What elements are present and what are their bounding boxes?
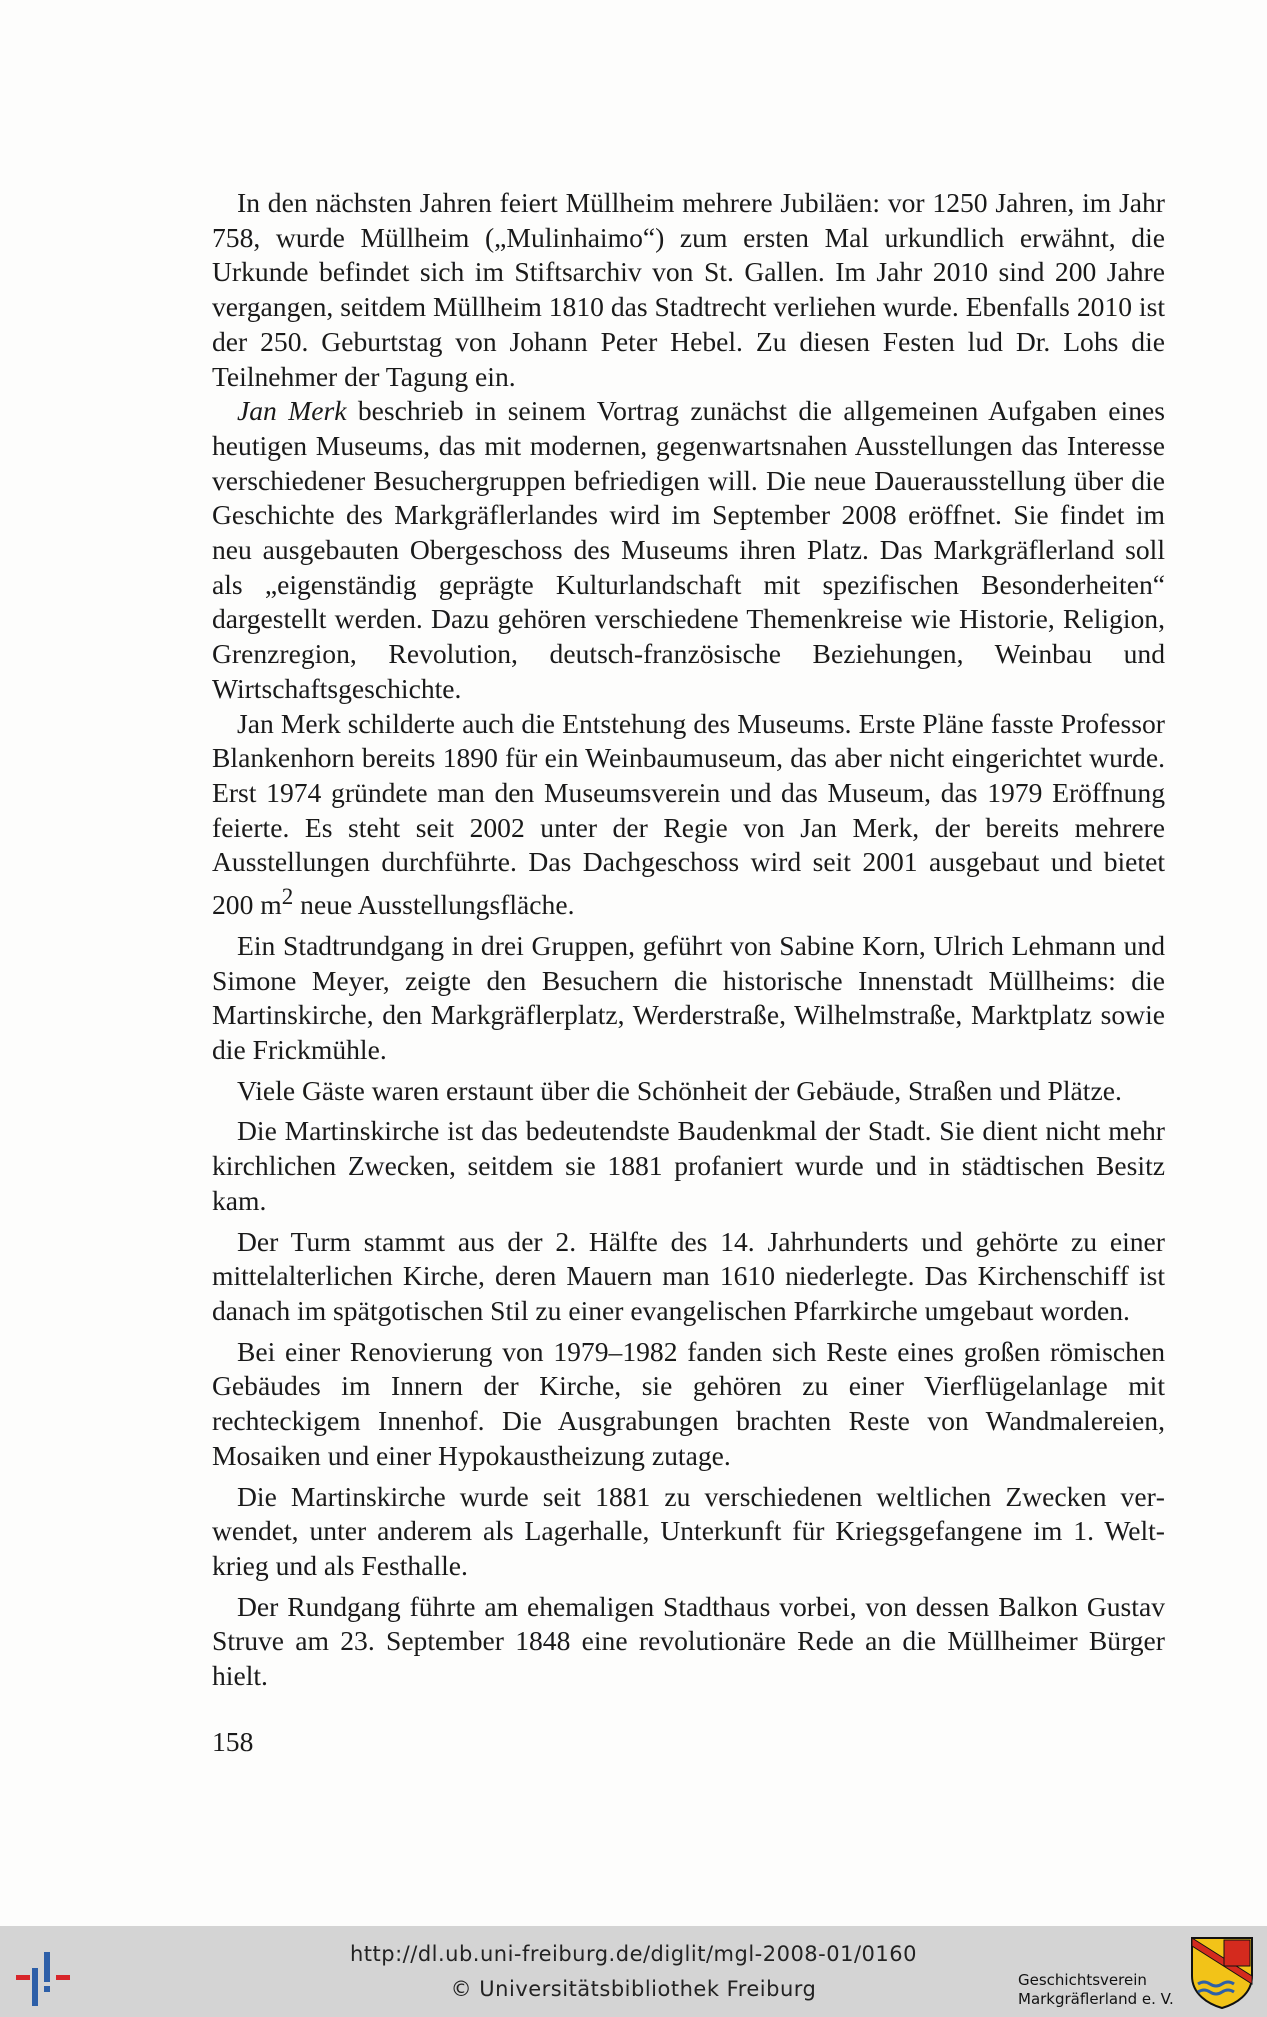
coat-of-arms-icon bbox=[1190, 1936, 1254, 2010]
paragraph bbox=[212, 1480, 1165, 1584]
paragraph bbox=[212, 1074, 1165, 1109]
text-segment: Jan Merk schilderte auch die Entstehung des Museums. Erste Pläne fasste Professor Blankenhorn bereits 1890 für ein Weinbaumuseum, das aber nicht eingerichtet wurde. Erst 1974 gründete man den Museumsverein und das Museum, das 1979 Eröffnung feierte. Es steht seit 2002 unter der Regie von Jan Merk, der bereits mehrere Ausstellungen durchführte. Das Dachgeschoss wird seit 2001 ausgebaut und bietet 200 m bbox=[212, 707, 1165, 921]
text-segment: beschrieb in seinem Vortrag zunächst die allgemeinen Aufgaben eines heutigen Museums, das mit modernen, gegenwartsnahen Ausstellungen das Interesse verschiedener Besuchergruppen befriedigen will. Die neue Dauerausstellung über die Geschichte des Markgräflerlandes wird im September 2008 eröffnet. Sie findet im neu ausgebauten Obergeschoss des Museums ihren Platz. Das Markgräflerland soll als „eigenständig geprägte Kulturlandschaft mit spezifischen Besonderheiten“ dargestellt werden. Dazu gehören verschiedene Themenkreise wie Historie, Religion, Grenzregion, Revolution, deutsch-französische Beziehungen, Weinbau und Wirtschaftsgeschichte. bbox=[212, 395, 1165, 704]
paragraph bbox=[212, 1114, 1165, 1218]
society-line-1: Geschichtsverein bbox=[1018, 1971, 1147, 1989]
source-url-link[interactable]: http://dl.ub.uni-freiburg.de/diglit/mgl-2008-01/0160 bbox=[349, 1942, 917, 1966]
paragraph bbox=[212, 1225, 1165, 1329]
text-segment: In den nächsten Jahren feiert Müllheim mehrere Jubiläen: vor 1250 Jahren, im Jahr 758, wurde Müllheim („Mulinhaimo“) zum ersten Mal urkundlich erwähnt, die Urkunde befindet sich im Stiftsarchiv von St. Gallen. Im Jahr 2010 sind 200 Jahre vergangen, seitdem Müllheim 1810 das Stadtrecht verliehen wurde. Ebenfalls 2010 ist der 250. Geburtstag von Johann Peter Hebel. Zu diesen Festen lud Dr. Lohs die Teilnehmer der Tagung ein. bbox=[212, 187, 1165, 392]
society-line-2: Markgräflerland e. V. bbox=[1018, 1990, 1174, 2008]
body-text bbox=[212, 186, 1165, 1694]
text-segment: Die Martinskirche wurde seit 1881 zu verschiedenen weltlichen Zwecken verwendet, unter anderem als Lagerhalle, Unterkunft für Kriegsgefangene im 1. Weltkrieg und als Festhalle. bbox=[212, 1480, 1165, 1581]
text-segment: Die Martinskirche ist das bedeutendste Baudenkmal der Stadt. Sie dient nicht mehr kirchlichen Zwecken, seitdem sie 1881 profaniert wurde und in städtischen Besitz kam. bbox=[212, 1115, 1165, 1216]
page-number: 158 bbox=[212, 1726, 254, 1757]
text-segment: Viele Gäste waren erstaunt über die Schönheit der Gebäude, Straßen und Plätze. bbox=[237, 1074, 1122, 1106]
superscript: 2 bbox=[281, 884, 294, 910]
paragraph bbox=[212, 1335, 1165, 1474]
paragraph bbox=[212, 186, 1165, 394]
text-segment: neue Ausstellungsfläche. bbox=[293, 889, 575, 921]
text-segment: Bei einer Renovierung von 1979–1982 fanden sich Reste eines großen römischen Gebäudes im Innern der Kirche, sie gehören zu einer Vierflügelanlage mit rechteckigem Innenhof. Die Ausgrabungen brachten Reste von Wandmalereien, Mosaiken und einer Hypokaustheizung zutage. bbox=[212, 1335, 1165, 1471]
footer-bar bbox=[0, 1926, 1267, 2017]
copyright-text: © Universitätsbibliothek Freiburg bbox=[450, 1977, 817, 2001]
text-segment: Der Rundgang führte am ehemaligen Stadthaus vorbei, von dessen Balkon Gustav Struve am 23. September 1848 eine revolutionäre Rede an die Müllheimer Bürger hielt. bbox=[212, 1590, 1165, 1692]
paragraph bbox=[212, 1590, 1165, 1694]
paragraph bbox=[212, 929, 1165, 1068]
author-name: Jan Merk bbox=[237, 395, 347, 427]
paragraph bbox=[212, 394, 1165, 706]
text-segment: Der Turm stammt aus der 2. Hälfte des 14. Jahrhunderts und gehörte zu einer mittelalterlichen Kirche, deren Mauern man 1610 niederlegte. Das Kirchenschiff ist danach im spätgotischen Stil zu einer evangelischen Pfarrkirche umgebaut worden. bbox=[212, 1225, 1165, 1326]
paragraph bbox=[212, 707, 1165, 923]
text-segment: Ein Stadtrundgang in drei Gruppen, geführt von Sabine Korn, Ulrich Lehmann und Simone Meyer, zeigte den Besuchern die historische Innenstadt Müllheims: die Martinskirche, den Markgräflerplatz, Werderstraße, Wilhelmstraße, Marktplatz sowie die Frickmühle. bbox=[212, 929, 1165, 1066]
society-name bbox=[1018, 1971, 1174, 2009]
